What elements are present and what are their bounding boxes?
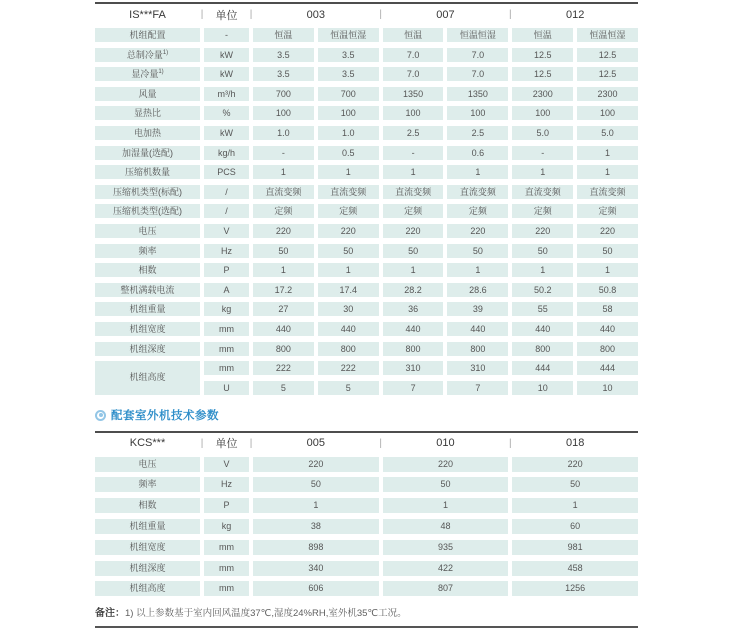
row-unit: mm xyxy=(204,342,249,356)
indoor-table-header xyxy=(95,4,638,25)
content-area xyxy=(95,0,638,628)
row-value: 直流变频 xyxy=(318,185,379,199)
header-separator: | xyxy=(379,437,382,449)
row-label: 电压 xyxy=(95,224,200,238)
row-value: 100 xyxy=(383,106,444,120)
row-value: 恒温 xyxy=(383,28,444,42)
row-value: 50 xyxy=(512,477,638,492)
row-label: 频率 xyxy=(95,244,200,258)
row-value: 恒温恒湿 xyxy=(447,28,508,42)
row-value: 50.8 xyxy=(577,283,638,297)
row-value: 50 xyxy=(383,477,509,492)
row-value: 7.0 xyxy=(383,48,444,62)
row-value: 5.0 xyxy=(577,126,638,140)
row-value: 1 xyxy=(577,263,638,277)
table-row xyxy=(95,342,638,356)
row-value: 0.5 xyxy=(318,146,379,160)
table-row xyxy=(95,146,638,160)
outdoor-model-group-005: 005 xyxy=(306,437,325,450)
row-value: 700 xyxy=(253,87,314,101)
row-value: 220 xyxy=(383,224,444,238)
row-unit: kW xyxy=(204,67,249,81)
row-unit: mm xyxy=(204,581,249,596)
footnote xyxy=(95,604,638,619)
row-value: 220 xyxy=(447,224,508,238)
row-unit: / xyxy=(204,204,249,218)
row-value: 100 xyxy=(253,106,314,120)
outdoor-unit-column-header: 单位 xyxy=(215,438,238,451)
row-value: 2300 xyxy=(512,87,573,101)
row-value: 恒温 xyxy=(512,28,573,42)
table-row xyxy=(95,244,638,258)
row-value: 0.6 xyxy=(447,146,508,160)
row-value: 58 xyxy=(577,302,638,316)
row-value: 1 xyxy=(512,498,638,513)
row-unit: P xyxy=(204,498,249,513)
row-value: 1 xyxy=(447,263,508,277)
table-row xyxy=(95,106,638,120)
outdoor-table-header xyxy=(95,433,638,454)
row-value: 222 xyxy=(318,361,379,375)
row-label: 相数 xyxy=(95,498,200,513)
row-value: 1 xyxy=(383,263,444,277)
row-value: 800 xyxy=(253,342,314,356)
outdoor-model-code: KCS*** xyxy=(129,437,166,450)
row-value: 7 xyxy=(447,381,508,395)
row-unit: kg xyxy=(204,519,249,534)
row-label: 相数 xyxy=(95,263,200,277)
header-separator: | xyxy=(200,437,204,449)
row-label: 机组高度 xyxy=(95,361,200,395)
row-value: 定频 xyxy=(253,204,314,218)
row-value: 220 xyxy=(253,457,379,472)
row-value: 直流变频 xyxy=(253,185,314,199)
row-value: 800 xyxy=(577,342,638,356)
row-label: 频率 xyxy=(95,477,200,492)
row-value: 12.5 xyxy=(512,48,573,62)
row-value: 恒温恒湿 xyxy=(577,28,638,42)
row-value: 5.0 xyxy=(512,126,573,140)
row-value: 2300 xyxy=(577,87,638,101)
table-row xyxy=(95,540,638,555)
row-value: 直流变频 xyxy=(447,185,508,199)
row-value: 422 xyxy=(383,561,509,576)
footnote-text: 1) 以上参数基于室内回风温度37℃,湿度24%RH,室外机35℃工况。 xyxy=(125,608,407,620)
row-label: 压缩机数量 xyxy=(95,165,200,179)
table-row xyxy=(95,519,638,534)
row-value: 700 xyxy=(318,87,379,101)
row-value: 981 xyxy=(512,540,638,555)
row-value: 3.5 xyxy=(253,48,314,62)
row-value: 定频 xyxy=(577,204,638,218)
row-value: 1 xyxy=(253,263,314,277)
header-separator: | xyxy=(249,437,253,449)
row-label: 显冷量$^{1)}$ xyxy=(95,67,200,81)
row-value: 48 xyxy=(383,519,509,534)
row-unit: kg/h xyxy=(204,146,249,160)
row-label: 加湿量(选配) xyxy=(95,146,200,160)
row-label: 电加热 xyxy=(95,126,200,140)
row-value: 340 xyxy=(253,561,379,576)
table-row-merged xyxy=(95,361,638,395)
indoor-unit-column-header: 单位 xyxy=(215,9,238,22)
row-label: 机组宽度 xyxy=(95,540,200,555)
row-value: 2.5 xyxy=(383,126,444,140)
outdoor-model-group-018: 018 xyxy=(565,437,585,450)
table-row xyxy=(95,561,638,576)
indoor-model-group-007: 007 xyxy=(436,8,455,21)
row-value: 440 xyxy=(447,322,508,336)
row-value: 100 xyxy=(318,106,379,120)
row-value: 1350 xyxy=(383,87,444,101)
table-row xyxy=(95,283,638,297)
header-separator: | xyxy=(509,9,512,20)
row-label: 机组重量 xyxy=(95,302,200,316)
table-row xyxy=(95,67,638,81)
row-value: 310 xyxy=(383,361,444,375)
row-value: 50 xyxy=(447,244,508,258)
row-value: 1 xyxy=(318,165,379,179)
header-separator: | xyxy=(249,9,253,20)
label-superscript: 1) xyxy=(158,69,164,76)
row-value: 12.5 xyxy=(512,67,573,81)
table-row xyxy=(95,457,638,472)
table-sub-row xyxy=(204,361,638,375)
header-separator: | xyxy=(379,9,382,20)
row-label: 机组宽度 xyxy=(95,322,200,336)
row-label: 机组高度 xyxy=(95,581,200,596)
table-row xyxy=(95,28,638,42)
row-value: 恒温 xyxy=(253,28,314,42)
row-value: 1350 xyxy=(447,87,508,101)
row-value: 30 xyxy=(318,302,379,316)
row-value: 50 xyxy=(577,244,638,258)
row-value: 5 xyxy=(253,381,314,395)
row-value: 50 xyxy=(253,477,379,492)
row-unit: mm xyxy=(204,540,249,555)
table-row xyxy=(95,165,638,179)
row-value: 800 xyxy=(318,342,379,356)
row-label: 机组重量 xyxy=(95,519,200,534)
outdoor-model-group-010: 010 xyxy=(436,437,455,450)
row-value: 直流变频 xyxy=(577,185,638,199)
table-row xyxy=(95,204,638,218)
row-value: - xyxy=(253,146,314,160)
double-circle-icon xyxy=(95,410,106,421)
indoor-model-group-012: 012 xyxy=(565,8,585,21)
row-value: 55 xyxy=(512,302,573,316)
row-value: - xyxy=(383,146,444,160)
row-label: 机组配置 xyxy=(95,28,200,42)
row-value: 800 xyxy=(512,342,573,356)
row-value: 1 xyxy=(577,146,638,160)
row-value: 60 xyxy=(512,519,638,534)
row-value: 807 xyxy=(383,581,509,596)
row-value: 440 xyxy=(318,322,379,336)
row-unit: U xyxy=(204,381,249,395)
row-value: 898 xyxy=(253,540,379,555)
row-value: 38 xyxy=(253,519,379,534)
merged-sub-rows xyxy=(204,361,638,395)
row-value: 50 xyxy=(318,244,379,258)
row-unit: mm xyxy=(204,561,249,576)
row-value: 444 xyxy=(512,361,573,375)
row-value: 220 xyxy=(512,457,638,472)
table-row xyxy=(95,224,638,238)
footnote-prefix: 备注： xyxy=(95,608,125,620)
row-label: 整机满载电流 xyxy=(95,283,200,297)
row-value: 800 xyxy=(383,342,444,356)
row-unit: kW xyxy=(204,48,249,62)
row-value: 50 xyxy=(383,244,444,258)
row-value: - xyxy=(512,146,573,160)
row-label: 压缩机类型(选配) xyxy=(95,204,200,218)
table-row xyxy=(95,302,638,316)
row-unit: V xyxy=(204,457,249,472)
row-label: 电压 xyxy=(95,457,200,472)
row-value: 100 xyxy=(577,106,638,120)
row-value: 28.2 xyxy=(383,283,444,297)
indoor-model-group-003: 003 xyxy=(306,8,325,21)
row-value: 935 xyxy=(383,540,509,555)
row-unit: V xyxy=(204,224,249,238)
row-value: 1 xyxy=(447,165,508,179)
row-value: 1 xyxy=(253,498,379,513)
table-row xyxy=(95,263,638,277)
label-superscript: 1) xyxy=(162,49,169,56)
row-value: 定频 xyxy=(383,204,444,218)
row-value: 3.5 xyxy=(318,48,379,62)
row-value: 50 xyxy=(253,244,314,258)
row-unit: % xyxy=(204,106,249,120)
row-label: 压缩机类型(标配) xyxy=(95,185,200,199)
table-sub-row xyxy=(204,381,638,395)
table-row xyxy=(95,581,638,596)
row-value: 1 xyxy=(253,165,314,179)
row-unit: Hz xyxy=(204,477,249,492)
row-value: 36 xyxy=(383,302,444,316)
indoor-model-code: IS***FA xyxy=(129,8,166,21)
table-row xyxy=(95,498,638,513)
row-value: 2.5 xyxy=(447,126,508,140)
row-value: 1.0 xyxy=(253,126,314,140)
row-value: 1 xyxy=(318,263,379,277)
row-label: 风量 xyxy=(95,87,200,101)
row-value: 100 xyxy=(512,106,573,120)
row-value: 444 xyxy=(577,361,638,375)
row-label: 显热比 xyxy=(95,106,200,120)
row-value: 定频 xyxy=(318,204,379,218)
header-separator: | xyxy=(200,9,204,20)
table-row xyxy=(95,126,638,140)
row-value: 1.0 xyxy=(318,126,379,140)
row-unit: A xyxy=(204,283,249,297)
row-value: 3.5 xyxy=(318,67,379,81)
row-value: 5 xyxy=(318,381,379,395)
row-value: 恒温恒湿 xyxy=(318,28,379,42)
row-value: 27 xyxy=(253,302,314,316)
row-value: 50.2 xyxy=(512,283,573,297)
row-value: 直流变频 xyxy=(512,185,573,199)
row-value: 28.6 xyxy=(447,283,508,297)
table-row xyxy=(95,322,638,336)
row-value: 7.0 xyxy=(447,67,508,81)
table-row xyxy=(95,48,638,62)
row-unit: m³/h xyxy=(204,87,249,101)
row-value: 310 xyxy=(447,361,508,375)
row-unit: kW xyxy=(204,126,249,140)
row-unit: mm xyxy=(204,361,249,375)
row-value: 440 xyxy=(253,322,314,336)
row-unit: Hz xyxy=(204,244,249,258)
row-value: 1 xyxy=(383,498,509,513)
section-title: 配套室外机技术参数 xyxy=(111,410,219,423)
row-value: 直流变频 xyxy=(383,185,444,199)
row-unit: / xyxy=(204,185,249,199)
row-value: 定频 xyxy=(512,204,573,218)
row-value: 3.5 xyxy=(253,67,314,81)
row-value: 1 xyxy=(512,263,573,277)
row-value: 606 xyxy=(253,581,379,596)
page-bottom-rule xyxy=(95,626,638,628)
row-value: 定频 xyxy=(447,204,508,218)
row-value: 7.0 xyxy=(383,67,444,81)
row-value: 800 xyxy=(447,342,508,356)
row-value: 17.4 xyxy=(318,283,379,297)
row-unit: mm xyxy=(204,322,249,336)
row-value: 440 xyxy=(383,322,444,336)
outdoor-table-body xyxy=(95,457,638,597)
row-value: 220 xyxy=(383,457,509,472)
row-value: 1 xyxy=(383,165,444,179)
row-value: 1256 xyxy=(512,581,638,596)
header-separator: | xyxy=(509,437,512,449)
row-value: 50 xyxy=(512,244,573,258)
row-value: 1 xyxy=(512,165,573,179)
table-row xyxy=(95,87,638,101)
row-value: 1 xyxy=(577,165,638,179)
row-unit: - xyxy=(204,28,249,42)
row-value: 440 xyxy=(512,322,573,336)
row-unit: PCS xyxy=(204,165,249,179)
row-value: 458 xyxy=(512,561,638,576)
row-value: 220 xyxy=(318,224,379,238)
row-value: 222 xyxy=(253,361,314,375)
row-value: 440 xyxy=(577,322,638,336)
row-unit: kg xyxy=(204,302,249,316)
row-value: 12.5 xyxy=(577,48,638,62)
table-row xyxy=(95,477,638,492)
row-value: 220 xyxy=(512,224,573,238)
row-value: 12.5 xyxy=(577,67,638,81)
row-value: 7.0 xyxy=(447,48,508,62)
row-unit: P xyxy=(204,263,249,277)
row-label: 机组深度 xyxy=(95,561,200,576)
table-row xyxy=(95,185,638,199)
row-label: 机组深度 xyxy=(95,342,200,356)
row-value: 100 xyxy=(447,106,508,120)
row-label: 总制冷量$^{1)}$ xyxy=(95,48,200,62)
row-value: 220 xyxy=(253,224,314,238)
row-value: 10 xyxy=(577,381,638,395)
row-value: 17.2 xyxy=(253,283,314,297)
indoor-unit-table xyxy=(95,2,638,395)
row-value: 10 xyxy=(512,381,573,395)
outdoor-section-heading xyxy=(95,408,638,423)
row-value: 7 xyxy=(383,381,444,395)
outdoor-unit-table xyxy=(95,431,638,597)
row-value: 220 xyxy=(577,224,638,238)
row-value: 39 xyxy=(447,302,508,316)
indoor-table-body xyxy=(95,28,638,395)
